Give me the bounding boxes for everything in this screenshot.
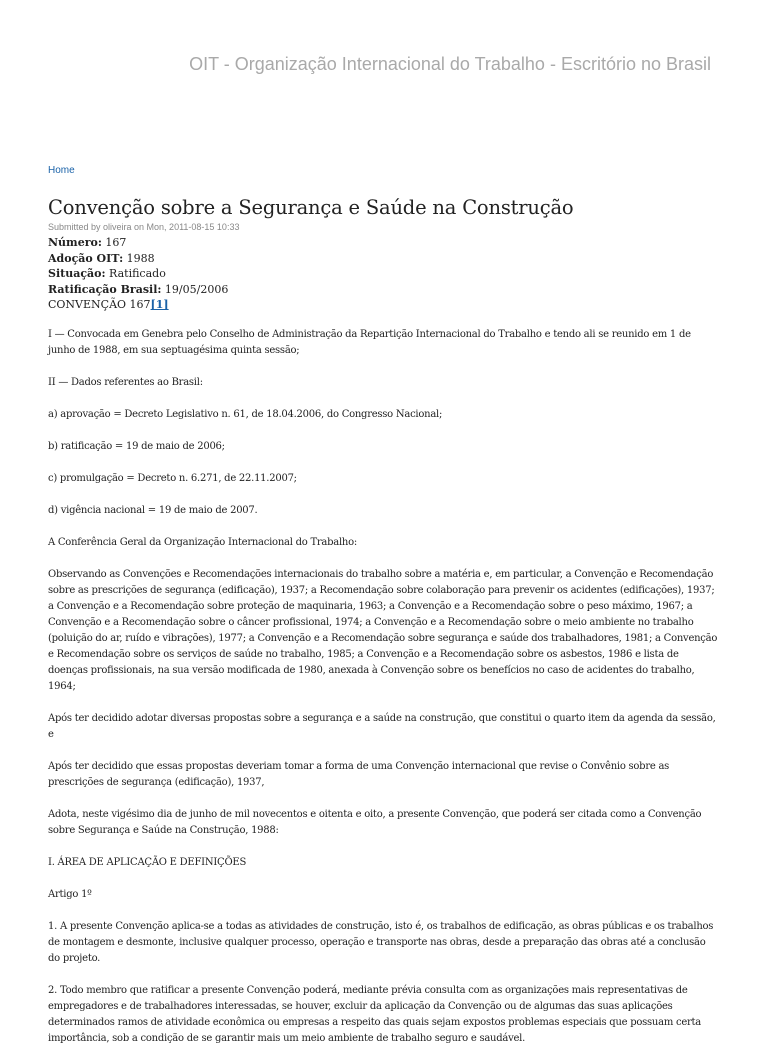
section-heading: I. ÁREA DE APLICAÇÃO E DEFINIÇÕES bbox=[48, 856, 247, 868]
site-title[interactable]: OIT - Organização Internacional do Trabalho - Escritório no Brasil bbox=[189, 54, 711, 74]
body-paragraph: A Conferência Geral da Organização Internacional do Trabalho: bbox=[48, 536, 358, 548]
meta-numero bbox=[48, 235, 718, 251]
article-heading: Artigo 1º bbox=[48, 888, 92, 900]
meta-situacao bbox=[48, 266, 718, 282]
meta-label: Ratificação Brasil: bbox=[48, 282, 162, 296]
body-paragraph: 2. Todo membro que ratificar a presente Convenção poderá, mediante prévia consulta com as organizações mais representativas de empregadores e de trabalhadores interessadas, se houver, excluir da aplicação da Convenção ou de algumas das suas aplicações determinados ramos de atividade econômica ou empresas a respeito das quais sejam expostos problemas especiais que possuam certa importância, sob a condição de se garantir mais um meio ambiente de trabalho seguro e saudável. bbox=[48, 984, 702, 1044]
body-paragraph: d) vigência nacional = 19 de maio de 2007. bbox=[48, 504, 258, 516]
meta-value: 1988 bbox=[123, 251, 155, 265]
breadcrumb-home-link[interactable]: Home bbox=[48, 165, 75, 176]
meta-value: 167 bbox=[101, 236, 127, 249]
body-paragraph: II — Dados referentes ao Brasil: bbox=[48, 376, 203, 388]
meta-value: Ratificado bbox=[105, 267, 166, 280]
body-paragraph: Após ter decidido que essas propostas deveriam tomar a forma de uma Convenção internacional que revise o Convênio sobre as prescrições de segurança (edificação), 1937, bbox=[48, 760, 670, 788]
main-content bbox=[48, 158, 718, 1063]
body-paragraph: c) promulgação = Decreto n. 6.271, de 22.11.2007; bbox=[48, 472, 297, 484]
page-title: Convenção sobre a Segurança e Saúde na Construção bbox=[48, 196, 574, 219]
body-paragraph: I — Convocada em Genebra pelo Conselho de Administração da Repartição Internacional do Trabalho e tendo ali se reunido em 1 de junho de 1988, em sua septuagésima quinta sessão; bbox=[48, 328, 691, 356]
breadcrumb bbox=[48, 158, 718, 177]
body-paragraph: b) ratificação = 19 de maio de 2006; bbox=[48, 440, 225, 452]
convention-label bbox=[48, 297, 718, 313]
body-paragraph: Adota, neste vigésimo dia de junho de mil novecentos e oitenta e oito, a presente Convenção, que poderá ser citada como a Convenção sobre Segurança e Saúde na Construção, 1988: bbox=[48, 808, 702, 836]
body-paragraph: Observando as Convenções e Recomendações internacionais do trabalho sobre a matéria e, em particular, a Convenção e Recomendação sobre as prescrições de segurança (edificação), 1937; a Recomendação sobre colaboração para prevenir os acidentes (edificações), 1937; a Convenção e a Recomendação sobre proteção de maquinaria, 1963; a Convenção e a Recomendação sobre o peso máximo, 1967; a Convenção e a Recomendação sobre o câncer profissional, 1974; a Convenção e a Recomendação sobre o meio ambiente no trabalho (poluição do ar, ruído e vibrações), 1977; a Convenção e a Recomendação sobre segurança e saúde dos trabalhadores, 1981; a Convenção e Recomendação sobre os serviços de saúde no trabalho, 1985; a Convenção e a Recomendação sobre os asbestos, 1986 e lista de doenças profissionais, na sua versão modificada de 1980, anexada à Convenção sobre os benefícios no caso de acidentes do trabalho, 1964; bbox=[48, 568, 718, 692]
body-paragraph: 1. A presente Convenção aplica-se a todas as atividades de construção, isto é, os trabalhos de edificação, as obras públicas e os trabalhos de montagem e desmonte, inclusive qualquer processo, operação e transporte nas obras, desde a preparação das obras até a conclusão do projeto. bbox=[48, 920, 714, 964]
meta-value: 19/05/2006 bbox=[161, 282, 229, 296]
article-body bbox=[48, 327, 718, 1047]
body-paragraph: a) aprovação = Decreto Legislativo n. 61, de 18.04.2006, do Congresso Nacional; bbox=[48, 408, 443, 420]
meta-label: Número: bbox=[48, 236, 102, 249]
convention-text: CONVENÇÃO 167 bbox=[48, 298, 151, 311]
article-meta bbox=[48, 235, 718, 313]
meta-ratificacao bbox=[48, 282, 718, 298]
footnote-link[interactable]: [1] bbox=[150, 298, 169, 311]
meta-adocao bbox=[48, 251, 718, 267]
meta-label: Adoção OIT: bbox=[48, 251, 124, 265]
meta-label: Situação: bbox=[48, 267, 106, 280]
submitted-info: Submitted by oliveira on Mon, 2011-08-15 10:33 bbox=[48, 222, 240, 232]
body-paragraph: Após ter decidido adotar diversas propostas sobre a segurança e a saúde na construção, que constitui o quarto item da agenda da sessão, e bbox=[48, 712, 716, 740]
